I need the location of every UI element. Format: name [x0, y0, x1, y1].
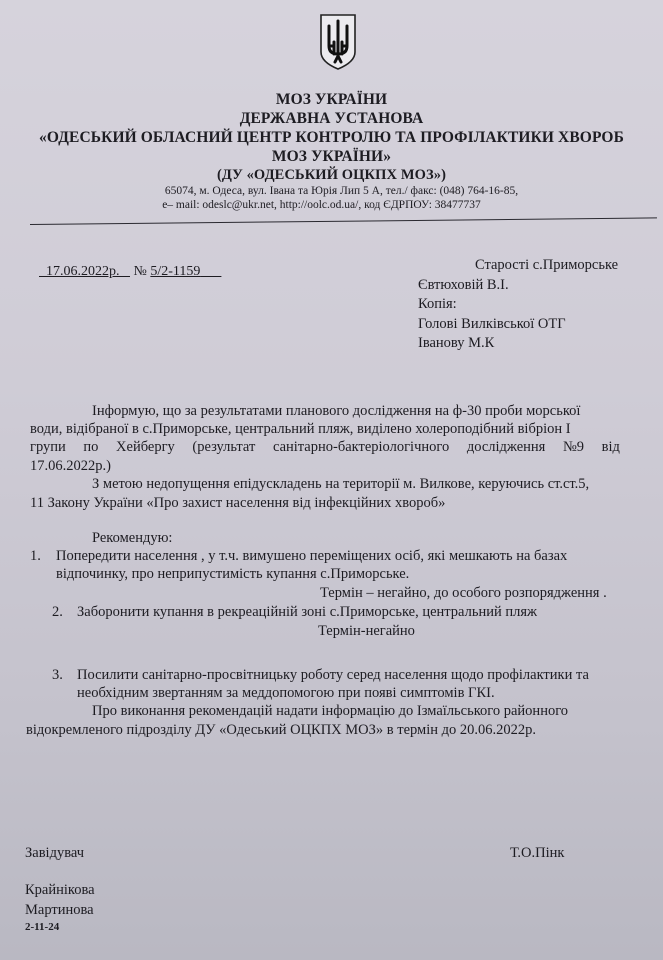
item-2-term: Термін-негайно: [318, 623, 415, 639]
executor-2: Мартинова: [25, 902, 94, 918]
item-2-number: 2.: [52, 604, 63, 620]
recommend-heading: Рекомендую:: [92, 530, 173, 546]
signatory-position: Завідувач: [25, 845, 85, 861]
p1-line-3: групи по Хейбергу (результат санітарно-бактеріологічного дослідження №9 від: [30, 439, 620, 455]
registration-date: 17.06.2022р.: [46, 264, 120, 279]
p1-line-2: води, відібраної в с.Приморське, центральний пляж, виділено холероподібний вібріон І: [30, 421, 571, 437]
header-institution-type: ДЕРЖАВНА УСТАНОВА: [239, 110, 424, 127]
item-1-line-2: відпочинку, про неприпустимість купання с.Приморське.: [56, 566, 410, 582]
p1-line-1: Інформую, що за результатами планового дослідження на ф-30 проби морської: [92, 403, 581, 419]
item-3-line-1: Посилити санітарно-просвітницьку роботу серед населення щодо профілактики та: [77, 667, 589, 683]
registration-line: [39, 264, 221, 280]
registration-number-label: №: [133, 264, 147, 279]
item-1-line-1: Попередити населення , у т.ч. вимушено переміщених осіб, які мешкають на базах: [56, 548, 568, 564]
header-contacts: e– mail: odeslc@ukr.net, http://oolc.od.ua/, код ЄДРПОУ: 38477737: [162, 199, 481, 211]
p2-line-2: 11 Закону України «Про захист населення від інфекційних хвороб»: [30, 495, 446, 511]
header-address: 65074, м. Одеса, вул. Івана та Юрія Лип 5 А, тел./ факс: (048) 764-16-85,: [164, 185, 519, 197]
header-institution-name: «ОДЕСЬКИЙ ОБЛАСНИЙ ЦЕНТР КОНТРОЛЮ ТА ПРОФІЛАКТИКИ ХВОРОБ: [39, 129, 624, 146]
ukraine-trident-icon: [317, 12, 359, 72]
item-1-number: 1.: [30, 548, 41, 564]
header-ministry: МОЗ УКРАЇНИ: [275, 91, 388, 108]
p3-line-2: відокремленого підрозділу ДУ «Одеський ОЦКПХ МОЗ» в термін до 20.06.2022р.: [26, 722, 537, 738]
registration-number: 5/2-1159: [150, 264, 201, 279]
addressee-block: [418, 256, 618, 354]
header-short-name: (ДУ «ОДЕСЬКИЙ ОЦКПХ МОЗ»): [216, 167, 447, 183]
header-divider: [30, 217, 657, 225]
copy-recipient-title: Голові Вилківської ОТГ: [418, 315, 566, 332]
p1-line-4: 17.06.2022р.): [30, 458, 111, 474]
p2-line-1: З метою недопущення епідускладень на території м. Вилкове, керуючись ст.ст.5,: [92, 476, 590, 492]
copy-label: Копія:: [418, 296, 457, 312]
addressee-name: Євтюховій В.І.: [418, 276, 509, 293]
item-2-line-1: Заборонити купання в рекреаційній зоні с.Приморське, центральний пляж: [77, 604, 538, 620]
addressee-title: Старості с.Приморське: [475, 257, 619, 273]
p3-line-1: Про виконання рекомендацій надати інформацію до Ізмаїльського районного: [92, 703, 569, 719]
item-1-term: Термін – негайно, до особого розпорядження .: [320, 585, 607, 601]
item-3-number: 3.: [52, 667, 63, 683]
executor-phone: 2-11-24: [25, 921, 60, 933]
executor-1: Крайнікова: [25, 882, 95, 898]
copy-recipient-name: Іванову М.К: [418, 335, 495, 351]
header-ministry-closing: МОЗ УКРАЇНИ»: [271, 148, 392, 165]
signatory-name: Т.О.Пінк: [510, 845, 565, 861]
item-3-line-2: необхідним звертанням за меддопомогою при появі симптомів ГКІ.: [77, 685, 495, 701]
